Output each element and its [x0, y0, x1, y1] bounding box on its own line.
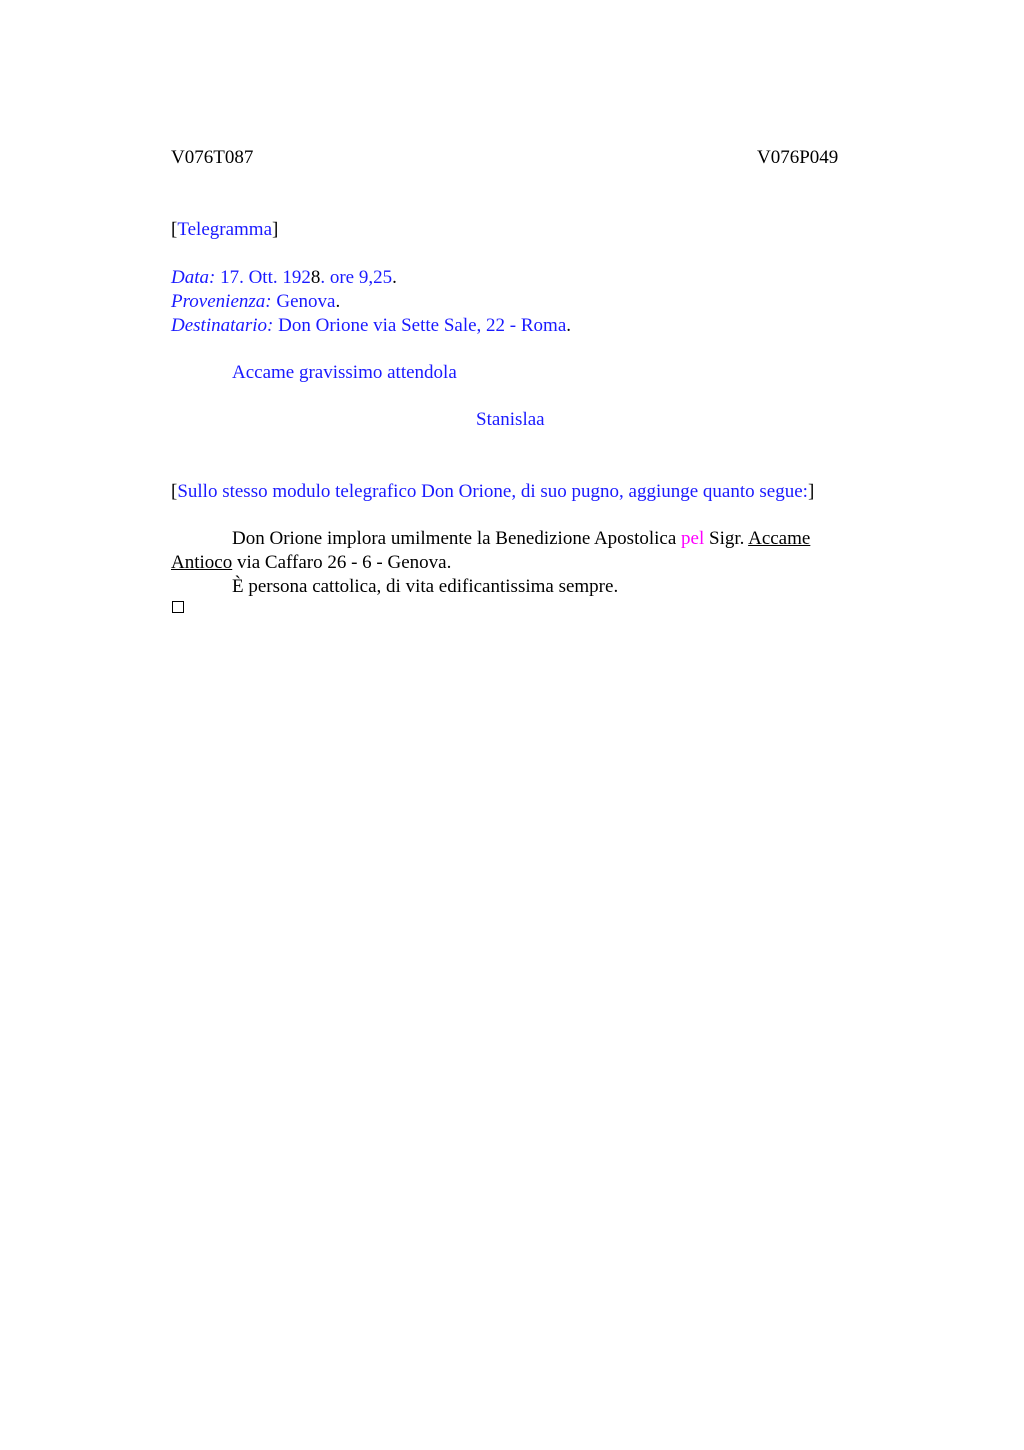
body-p1-underlined-name-2: Antioco [171, 552, 233, 573]
meta-date-line [171, 266, 397, 290]
note-open-bracket: [ [171, 481, 178, 502]
body-p1-pel: pel [681, 528, 705, 549]
meta-destinatario-end: . [566, 315, 571, 336]
telegram-message: Accame gravissimo attendola [232, 362, 457, 383]
body-paragraph-2: È persona cattolica, di vita edificantissima sempre. [232, 576, 619, 597]
body-p1-underlined-name-1: Accame [748, 528, 811, 549]
meta-provenienza-value: Genova [276, 291, 336, 312]
meta-date-value-a: 17. Ott. 192 [220, 267, 311, 288]
meta-date-value-b: 8 [310, 267, 321, 288]
meta-provenienza-end: . [335, 291, 341, 312]
meta-destinatario-value: Don Orione via Sette Sale, 22 - Roma [278, 315, 567, 336]
meta-date-value-c: . ore 9,25 [320, 267, 393, 288]
editorial-note [171, 480, 814, 504]
meta-destinatario-label: Destinatario: [171, 315, 274, 336]
meta-destinatario-line [171, 314, 571, 338]
meta-provenienza-label: Provenienza: [171, 291, 272, 312]
meta-provenienza-line [171, 290, 340, 314]
body-p1-c: via Caffaro 26 - 6 - Genova. [232, 552, 452, 573]
meta-date-value-d: . [392, 267, 397, 288]
body-p1-a: Don Orione implora umilmente la Benedizione Apostolica [232, 528, 682, 549]
header-left-code: V076T087 [171, 147, 254, 168]
telegram-signature: Stanislaa [476, 409, 545, 430]
header-right-code: V076P049 [757, 147, 839, 168]
note-text: Sullo stesso modulo telegrafico Don Orione, di suo pugno, aggiunge quanto segue: [177, 481, 808, 502]
document-page [171, 0, 871, 1450]
body-paragraph-1-line-1 [232, 527, 810, 551]
body-paragraph-1-line-2 [171, 551, 451, 575]
empty-box-marker [172, 601, 184, 613]
body-p1-b: Sigr. [704, 528, 749, 549]
doc-type-label: [Telegramma] [171, 219, 279, 240]
meta-date-label: Data: [171, 267, 216, 288]
note-close-bracket: ] [807, 481, 815, 502]
doc-type-text: Telegramma [177, 219, 273, 240]
